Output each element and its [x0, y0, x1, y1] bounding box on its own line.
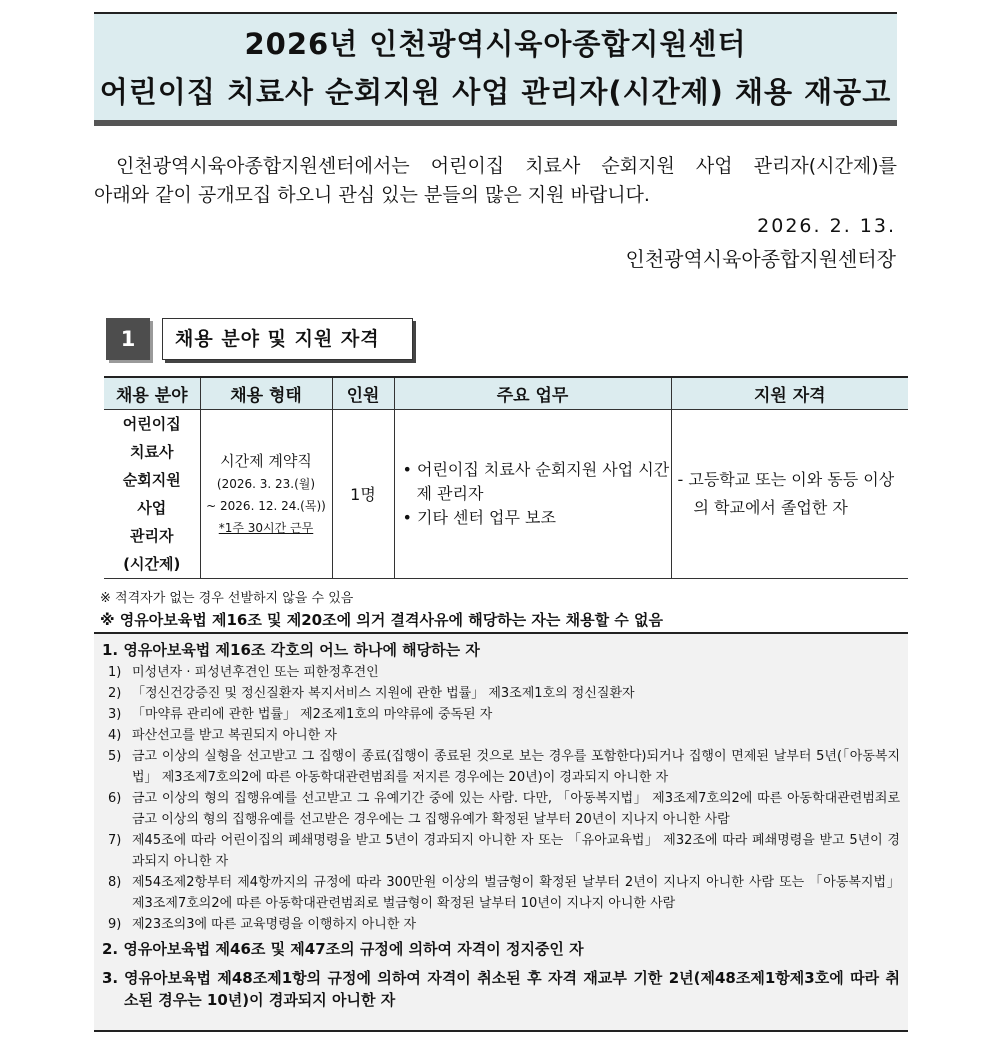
item-number: 4)	[108, 728, 122, 743]
header-field: 채용 분야	[104, 377, 200, 409]
count-cell: 1명	[332, 409, 394, 578]
list-item	[102, 872, 900, 914]
disq-heading-3	[102, 967, 900, 1011]
intro-line1: 인천광역시육아종합지원센터에서는 어린이집 치료사 순회지원 사업 관리자(시간제)를	[116, 155, 897, 177]
list-item	[102, 683, 900, 704]
list-item	[102, 788, 900, 830]
list-item	[102, 746, 900, 788]
field-line: (시간제)	[123, 554, 181, 573]
header-type: 채용 형태	[200, 377, 332, 409]
list-item	[102, 830, 900, 872]
list-item	[102, 914, 900, 935]
field-line: 사업	[137, 498, 167, 517]
header-count: 인원	[332, 377, 394, 409]
item-text: 금고 이상의 형의 집행유예를 선고받고 그 유예기간 중에 있는 사람. 다만, 「아동복지법」 제3조제7호의2에 따른 아동학대관련범죄로 금고 이상의 형의 집행유예를 선고받은 경우에는 그 집행유예가 확정된 날부터 20년이 지나지 아니한 사람	[132, 791, 900, 827]
section-number: 1	[106, 318, 150, 360]
field-line: 어린이집	[122, 414, 181, 433]
item-number: 7)	[108, 833, 122, 848]
item-number: 3)	[108, 707, 122, 722]
item-text: 금고 이상의 실형을 선고받고 그 집행이 종료(집행이 종료된 것으로 보는 경우를 포함한다)되거나 집행이 면제된 날부터 5년(「아동복지법」 제3조제7호의2에 따른 아동학대관련범죄를 저지른 경우에는 20년)이 경과되지 아니한 자	[132, 749, 900, 785]
disq-list	[102, 662, 900, 935]
page-title-line1: 2026년 인천광역시육아종합지원센터	[244, 27, 747, 61]
item-text: 제23조의3에 따른 교육명령을 이행하지 아니한 자	[132, 917, 417, 932]
header-qualification: 지원 자격	[671, 377, 908, 409]
title-box	[94, 12, 897, 126]
item-number: 6)	[108, 791, 122, 806]
note-disqualification: ※ 영유아보육법 제16조 및 제20조에 의거 결격사유에 해당하는 자는 채용할 수 없음	[100, 611, 663, 629]
item-number: 5)	[108, 749, 122, 764]
type-cell	[200, 409, 332, 578]
notice-signer: 인천광역시육아종합지원센터장	[625, 247, 896, 271]
qualification-item: - 고등학교 또는 이와 동등 이상의 학교에서 졸업한 자	[677, 469, 895, 517]
disq-heading-1: 1. 영유아보육법 제16조 각호의 어느 하나에 해당하는 자	[102, 641, 480, 659]
header-duties: 주요 업무	[394, 377, 671, 409]
type-main: 시간제 계약직	[220, 451, 312, 470]
type-period-start: (2026. 3. 23.(월)	[216, 476, 316, 491]
item-number: 2)	[108, 686, 122, 701]
list-item	[102, 662, 900, 683]
item-text: 미성년자 · 피성년후견인 또는 피한정후견인	[132, 665, 379, 680]
disq-heading-3-text: 영유아보육법 제48조제1항의 규정에 의하여 자격이 취소된 후 자격 재교부 기한 2년(제48조제1항제3호에 따라 취소된 경우는 10년)이 경과되지 아니한 자	[124, 969, 900, 1009]
table-header-row	[104, 377, 908, 409]
field-line: 치료사	[130, 442, 174, 461]
item-number: 9)	[108, 917, 122, 932]
field-line: 순회지원	[122, 470, 181, 489]
field-cell	[104, 409, 200, 578]
list-item	[102, 704, 900, 725]
page-title-line2: 어린이집 치료사 순회지원 사업 관리자(시간제) 채용 재공고	[99, 75, 892, 109]
item-number: 8)	[108, 875, 122, 890]
field-line: 관리자	[130, 526, 174, 545]
intro-paragraph	[94, 152, 897, 210]
table-row	[104, 409, 908, 578]
type-weekly-hours: *1주 30시간 근무	[218, 520, 314, 535]
item-text: 제45조에 따라 어린이집의 폐쇄명령을 받고 5년이 경과되지 아니한 자 또는 「유아교육법」 제32조에 따라 폐쇄명령을 받고 5년이 경과되지 아니한 자	[132, 833, 900, 869]
duty-item: • 기타 센터 업무 보조	[402, 507, 556, 527]
item-text: 「마약류 관리에 관한 법률」 제2조제1호의 마약류에 중독된 자	[132, 707, 493, 722]
section-title: 채용 분야 및 지원 자격	[162, 318, 413, 360]
item-text: 「정신건강증진 및 정신질환자 복지서비스 지원에 관한 법률」 제3조제1호의 정신질환자	[132, 686, 635, 701]
duties-cell	[394, 409, 671, 578]
list-item	[102, 725, 900, 746]
notice-date: 2026. 2. 13.	[757, 215, 896, 237]
disq-heading-2: 2. 영유아보육법 제46조 및 제47조의 규정에 의하여 자격이 정지중인 자	[102, 940, 584, 958]
disqualification-box	[94, 632, 908, 1032]
disq-heading-3-number: 3.	[102, 969, 119, 987]
duty-item: • 어린이집 치료사 순회지원 사업 시간제 관리자	[402, 459, 670, 503]
item-text: 파산선고를 받고 복권되지 아니한 자	[132, 728, 337, 743]
note-no-candidate: ※ 적격자가 없는 경우 선발하지 않을 수 있음	[100, 591, 354, 606]
item-number: 1)	[108, 665, 122, 680]
qualification-cell	[671, 409, 908, 578]
type-period-end: ~ 2026. 12. 24.(목))	[206, 498, 326, 513]
recruitment-table	[104, 376, 908, 579]
item-text: 제54조제2항부터 제4항까지의 규정에 따라 300만원 이상의 벌금형이 확정된 날부터 2년이 지나지 아니한 사람 또는 「아동복지법」 제3조제7호의2에 따른 아동학대관련범죄로 벌금형이 확정된 날부터 10년이 지나지 아니한 사람	[132, 875, 900, 911]
intro-line2: 아래와 같이 공개모집 하오니 관심 있는 분들의 많은 지원 바랍니다.	[94, 184, 650, 206]
